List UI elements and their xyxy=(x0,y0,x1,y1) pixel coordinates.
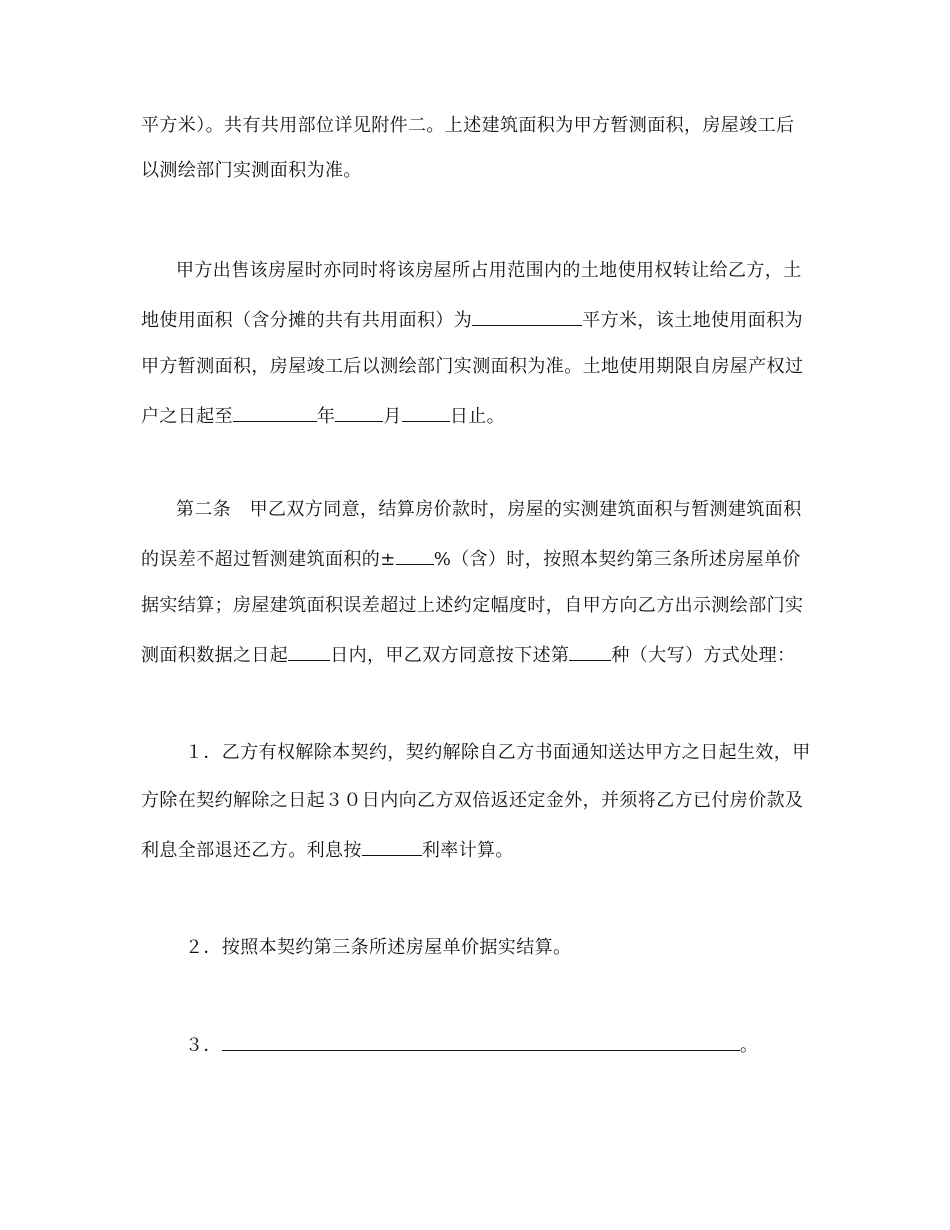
text-segment: 年 xyxy=(317,406,336,427)
fill-in-blank-month[interactable] xyxy=(335,403,383,422)
text-segment: 地使用面积（含分摊的共有共用面积）为 xyxy=(141,310,473,331)
text-line: 甲方暂测面积，房屋竣工后以测绘部门实测面积为准。土地使用期限自房屋产权过 xyxy=(141,356,804,377)
text-segment: 户之日起至 xyxy=(141,406,233,427)
text-line: 第二条 甲乙双方同意，结算房价款时，房屋的实测建筑面积与暂测建筑面积 xyxy=(176,499,802,520)
text-segment: 月 xyxy=(383,406,402,427)
text-line: 以测绘部门实测面积为准。 xyxy=(141,160,362,181)
text-line xyxy=(141,403,505,429)
text-line: 据实结算；房屋建筑面积误差超过上述约定幅度时，自甲方向乙方出示测绘部门实 xyxy=(141,595,804,616)
text-segment: 种（大写）方式处理： xyxy=(611,645,796,666)
text-segment: 平方米，该土地使用面积为 xyxy=(582,310,804,331)
text-line xyxy=(141,546,801,572)
text-line xyxy=(141,642,795,668)
item-number: ３． xyxy=(185,1035,222,1056)
text-line: 甲方出售该房屋时亦同时将该房屋所占用范围内的土地使用权转让给乙方，土 xyxy=(176,260,802,281)
text-segment: 日内，甲乙双方同意按下述第 xyxy=(330,645,570,666)
fill-in-blank-year[interactable] xyxy=(233,403,317,422)
text-line: 平方米）。共有共用部位详见附件二。上述建筑面积为甲方暂测面积，房屋竣工后 xyxy=(141,115,795,136)
text-line xyxy=(141,837,514,863)
text-line: 方除在契约解除之日起３０日内向乙方双倍返还定金外，并须将乙方已付房价款及 xyxy=(141,790,804,811)
text-segment: 利率计算。 xyxy=(421,840,514,861)
text-segment: 测面积数据之日起 xyxy=(141,645,289,666)
fill-in-blank-days[interactable] xyxy=(288,642,330,661)
text-line xyxy=(141,307,803,333)
fill-in-blank-percent[interactable] xyxy=(396,546,434,565)
text-segment: 利息全部退还乙方。利息按 xyxy=(141,840,362,861)
text-segment: 日止。 xyxy=(449,406,506,427)
text-line xyxy=(185,1032,758,1058)
text-line: ２．按照本契约第三条所述房屋单价据实结算。 xyxy=(185,937,572,958)
text-line: １．乙方有权解除本契约，契约解除自乙方书面通知送达甲方之日起生效，甲 xyxy=(185,742,811,763)
text-segment: 。 xyxy=(739,1035,759,1056)
fill-in-blank-day[interactable] xyxy=(402,403,450,422)
fill-in-blank-option[interactable] xyxy=(569,642,611,661)
fill-in-blank-interest-rate[interactable] xyxy=(362,837,422,856)
fill-in-blank-land-area[interactable] xyxy=(472,307,582,326)
text-segment: 的误差不超过暂测建筑面积的± xyxy=(141,549,396,570)
text-segment: %（含）时，按照本契约第三条所述房屋单价 xyxy=(433,549,801,570)
fill-in-blank-other-method[interactable] xyxy=(222,1032,740,1051)
